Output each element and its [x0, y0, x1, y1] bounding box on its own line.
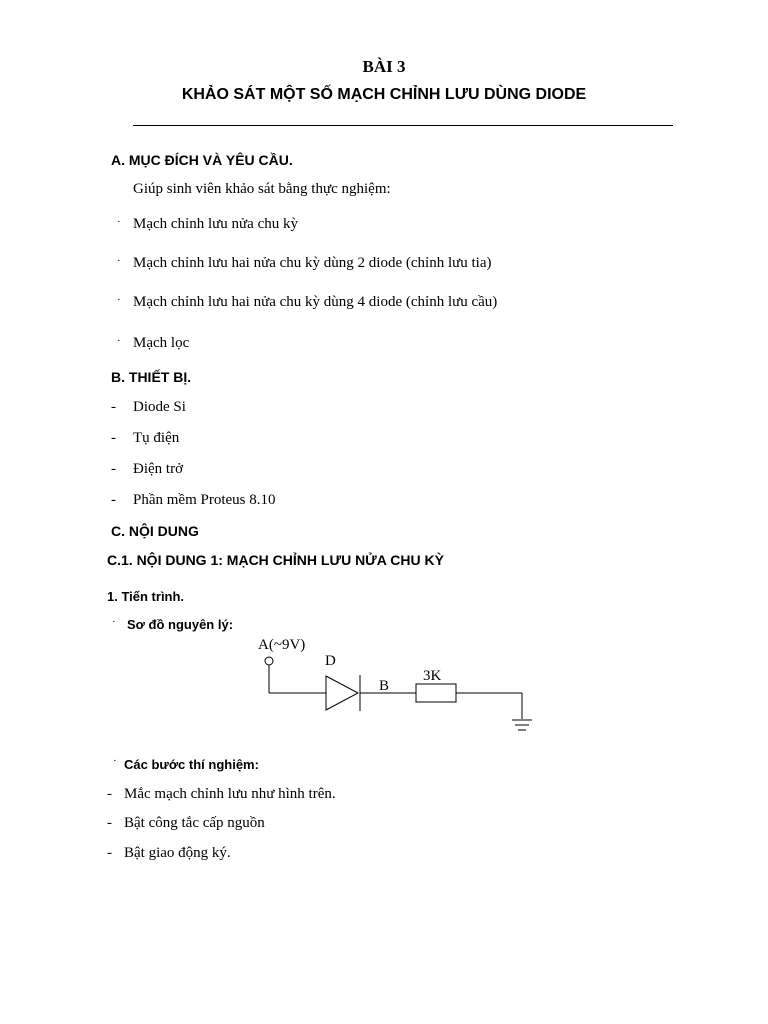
- equipment-item: Điện trở: [133, 461, 184, 477]
- bullet-icon: ·: [117, 294, 121, 306]
- resistor-label: 3K: [423, 668, 442, 684]
- dash-marker: -: [111, 399, 116, 415]
- purpose-item: Mạch chỉnh lưu hai nửa chu kỳ dùng 4 diode (chỉnh lưu cầu): [133, 294, 498, 310]
- procedure-step: Bật công tắc cấp nguồn: [124, 815, 265, 831]
- equipment-item: Diode Si: [133, 399, 186, 415]
- purpose-item: Mạch chỉnh lưu nửa chu kỳ: [133, 216, 298, 232]
- dash-marker: -: [107, 815, 112, 831]
- subsection-heading: C.1. NỘI DUNG 1: MẠCH CHỈNH LƯU NỬA CHU KỲ: [107, 552, 444, 568]
- bullet-icon: ·: [113, 755, 117, 767]
- bullet-icon: ·: [112, 616, 116, 628]
- dash-marker: -: [107, 845, 112, 861]
- diode-label: D: [325, 653, 336, 669]
- title-divider: [133, 125, 673, 126]
- purpose-item: Mạch chỉnh lưu hai nửa chu kỳ dùng 2 diode (chỉnh lưu tia): [133, 255, 492, 271]
- dash-marker: -: [111, 461, 116, 477]
- section-b-heading: B. THIẾT BỊ.: [111, 369, 192, 385]
- diagram-label: Sơ đồ nguyên lý:: [127, 617, 234, 632]
- bullet-icon: ·: [117, 216, 121, 228]
- document-title: BÀI 3: [362, 57, 406, 76]
- section-a-intro: Giúp sinh viên khảo sát bằng thực nghiệm:: [133, 181, 391, 197]
- section-a-heading: A. MỤC ĐÍCH VÀ YÊU CẦU.: [111, 152, 293, 168]
- procedure-label: Các bước thí nghiệm:: [124, 757, 259, 772]
- procedure-step: Mắc mạch chỉnh lưu như hình trên.: [124, 786, 336, 802]
- dash-marker: -: [107, 786, 112, 802]
- bullet-icon: ·: [117, 335, 121, 347]
- dash-marker: -: [111, 492, 116, 508]
- node-a-label: A(~9V): [258, 637, 306, 653]
- step-heading: 1. Tiến trình.: [107, 589, 185, 604]
- terminal-a-icon: [265, 657, 273, 665]
- document-subtitle: KHẢO SÁT MỘT SỐ MẠCH CHỈNH LƯU DÙNG DIODE: [181, 86, 587, 103]
- half-wave-rectifier-diagram: [250, 632, 550, 742]
- procedure-step: Bật giao động ký.: [124, 845, 231, 861]
- bullet-icon: ·: [117, 255, 121, 267]
- purpose-item: Mạch lọc: [133, 335, 190, 351]
- section-c-heading: C. NỘI DUNG: [111, 523, 199, 539]
- equipment-item: Tụ điện: [133, 430, 180, 446]
- diode-icon: [326, 676, 358, 710]
- dash-marker: -: [111, 430, 116, 446]
- node-b-label: B: [379, 678, 390, 694]
- resistor-icon: [416, 684, 456, 702]
- equipment-item: Phần mềm Proteus 8.10: [133, 492, 276, 508]
